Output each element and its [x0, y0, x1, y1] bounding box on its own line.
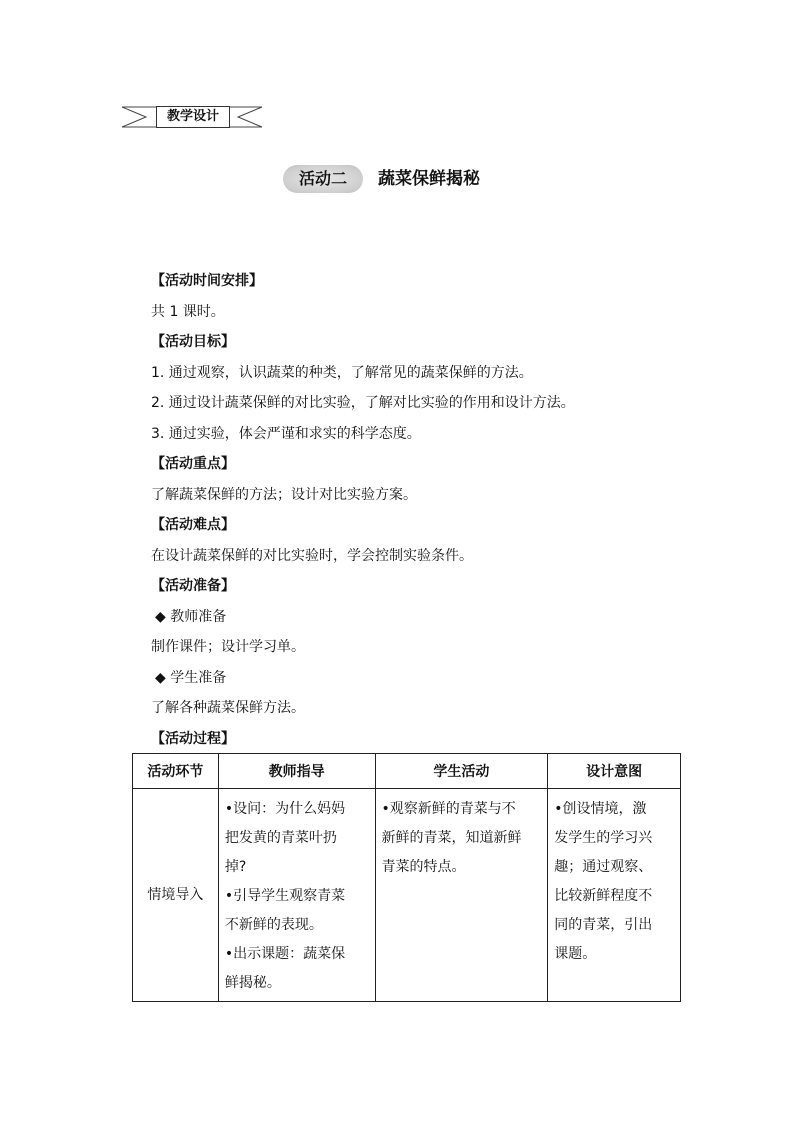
header-stage: 活动环节: [133, 754, 219, 789]
intent-cell: [548, 789, 681, 1002]
teacher-line: 不新鲜的表现。: [224, 917, 323, 933]
student-line: 青菜的特点。: [381, 859, 466, 875]
process-heading: 【活动过程】: [151, 730, 235, 747]
intent-line: 同的青菜，引出: [554, 917, 653, 933]
activity-number-pill: 活动二: [283, 165, 363, 193]
key-text: 了解蔬菜保鲜的方法；设计对比实验方案。: [151, 486, 417, 503]
difficulty-text: 在设计蔬菜保鲜的对比实验时，学会控制实验条件。: [151, 547, 473, 564]
stage-cell: 情境导入: [133, 789, 219, 1002]
teacher-line: 掉?: [224, 859, 247, 875]
student-line: 新鲜的青菜，知道新鲜: [381, 830, 522, 846]
activity-name: 蔬菜保鲜揭秘: [378, 169, 480, 189]
header-teacher: 教师指导: [218, 754, 375, 789]
student-cell: [375, 789, 548, 1002]
intent-line: 比较新鲜程度不: [554, 888, 653, 904]
lesson-content: [151, 266, 681, 754]
teacher-prep-label: ◆ 教师准备: [155, 608, 227, 625]
table-row: [133, 789, 681, 1002]
goal-item: 1. 通过观察，认识蔬菜的种类，了解常见的蔬菜保鲜的方法。: [151, 364, 533, 381]
difficulty-heading: 【活动难点】: [151, 517, 235, 533]
header-student: 学生活动: [375, 754, 548, 789]
intent-line: •创设情境，激: [554, 801, 647, 817]
intent-line: 发学生的学习兴: [554, 830, 653, 846]
goal-heading: 【活动目标】: [151, 334, 235, 350]
student-line: •观察新鲜的青菜与不: [381, 801, 516, 817]
time-heading: 【活动时间安排】: [151, 273, 263, 289]
student-prep-label: ◆ 学生准备: [155, 669, 227, 686]
process-table: [132, 753, 681, 1002]
goal-item: 2. 通过设计蔬菜保鲜的对比实验，了解对比实验的作用和设计方法。: [151, 395, 575, 411]
intent-line: 趣；通过观察、: [554, 859, 653, 875]
header-intent: 设计意图: [548, 754, 681, 789]
teacher-prep-text: 制作课件；设计学习单。: [151, 639, 305, 655]
student-prep-text: 了解各种蔬菜保鲜方法。: [151, 700, 305, 716]
key-heading: 【活动重点】: [151, 456, 235, 472]
intent-line: 课题。: [554, 946, 597, 962]
time-text: 共 1 课时。: [151, 303, 225, 320]
section-badge: [120, 104, 264, 130]
teacher-line: 把发黄的青菜叶扔: [224, 830, 337, 846]
teacher-line: •引导学生观察青菜: [224, 888, 346, 904]
teacher-line: •出示课题：蔬菜保: [224, 946, 346, 962]
teacher-line: •设问：为什么妈妈: [224, 801, 346, 817]
teacher-cell: [218, 789, 375, 1002]
badge-label: 教学设计: [156, 106, 230, 128]
page-title: [0, 163, 794, 195]
goal-item: 3. 通过实验，体会严谨和求实的科学态度。: [151, 425, 421, 442]
table-header-row: [133, 754, 681, 789]
teacher-line: 鲜揭秘。: [224, 975, 281, 991]
prep-heading: 【活动准备】: [151, 578, 235, 594]
